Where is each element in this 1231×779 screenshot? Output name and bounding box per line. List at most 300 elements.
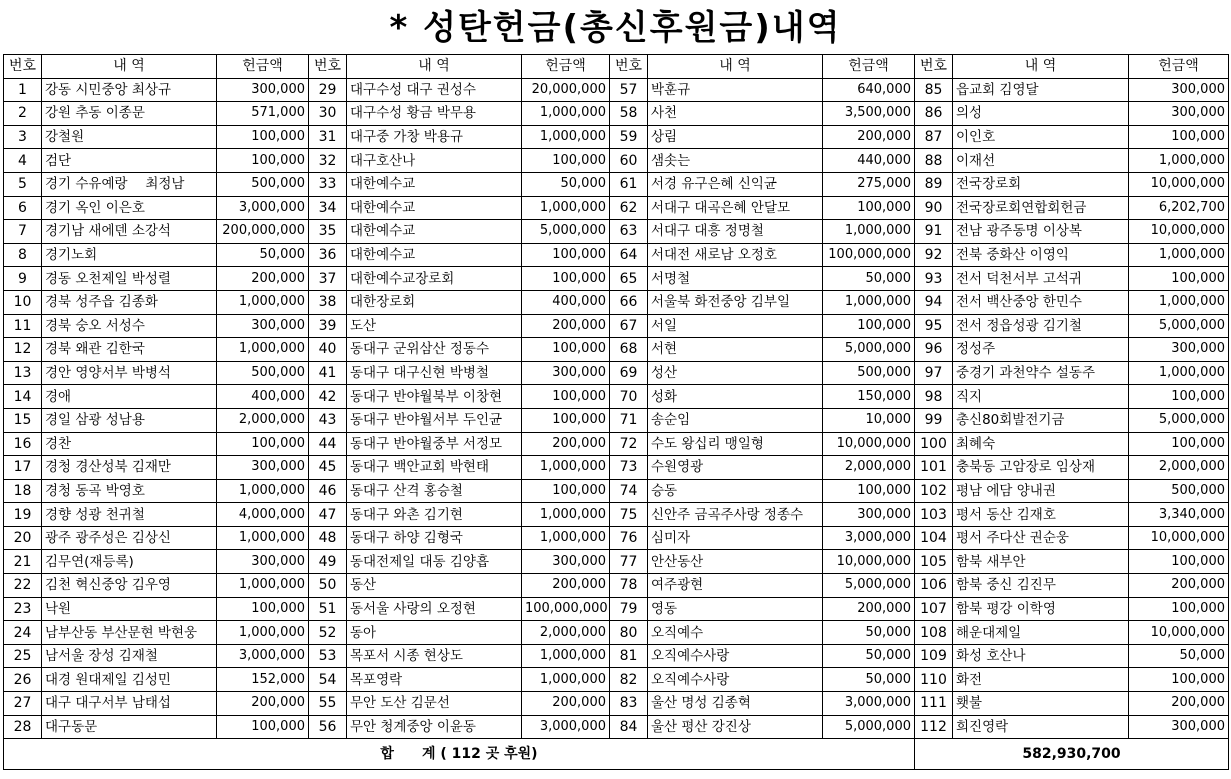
- entry-desc: 대경 원대제일 김성민: [42, 668, 217, 692]
- entry-desc: 샘솟는: [648, 149, 823, 173]
- table-row: [4, 479, 1229, 503]
- entry-amount: 200,000: [217, 692, 309, 716]
- entry-no: 12: [4, 338, 42, 362]
- table-row: [4, 290, 1229, 314]
- header-amount: 헌금액: [217, 55, 309, 79]
- table-row: [4, 692, 1229, 716]
- entry-no: 61: [610, 172, 648, 196]
- entry-desc: 함북 중신 김진무: [953, 574, 1129, 598]
- table-row: [4, 668, 1229, 692]
- entry-amount: 1,000,000: [1129, 361, 1229, 385]
- entry-amount: 50,000: [823, 668, 915, 692]
- entry-no: 4: [4, 149, 42, 173]
- entry-desc: 울산 평산 강진상: [648, 715, 823, 739]
- entry-desc: 화성 호산나: [953, 644, 1129, 668]
- entry-amount: 10,000,000: [823, 432, 915, 456]
- table-row: [4, 432, 1229, 456]
- entry-no: 81: [610, 644, 648, 668]
- entry-amount: 5,000,000: [1129, 314, 1229, 338]
- entry-no: 13: [4, 361, 42, 385]
- entry-amount: 10,000,000: [1129, 526, 1229, 550]
- entry-no: 19: [4, 503, 42, 527]
- entry-amount: 200,000: [217, 267, 309, 291]
- entry-no: 74: [610, 479, 648, 503]
- entry-desc: 강원 추동 이종문: [42, 102, 217, 126]
- entry-desc: 함북 새부안: [953, 550, 1129, 574]
- entry-no: 77: [610, 550, 648, 574]
- entry-desc: 전서 덕천서부 고석귀: [953, 267, 1129, 291]
- entry-no: 92: [915, 243, 953, 267]
- entry-desc: 오직예수: [648, 621, 823, 645]
- entry-no: 62: [610, 196, 648, 220]
- entry-no: 68: [610, 338, 648, 362]
- entry-amount: 440,000: [823, 149, 915, 173]
- entry-desc: 동대구 대구신현 박병철: [347, 361, 522, 385]
- entry-desc: 횃불: [953, 692, 1129, 716]
- entry-desc: 서대구 대곡은혜 안달모: [648, 196, 823, 220]
- header-desc: 내 역: [42, 55, 217, 79]
- table-row: [4, 125, 1229, 149]
- entry-amount: 1,000,000: [522, 102, 610, 126]
- entry-desc: 검단: [42, 149, 217, 173]
- header-amount: 헌금액: [1129, 55, 1229, 79]
- entry-desc: 동대구 하양 김형국: [347, 526, 522, 550]
- table-row: [4, 243, 1229, 267]
- entry-no: 82: [610, 668, 648, 692]
- entry-desc: 수원영광: [648, 456, 823, 480]
- entry-no: 88: [915, 149, 953, 173]
- entry-amount: 10,000,000: [1129, 220, 1229, 244]
- entry-no: 44: [309, 432, 347, 456]
- entry-amount: 50,000: [1129, 644, 1229, 668]
- entry-no: 102: [915, 479, 953, 503]
- entry-desc: 경동 오천제일 박성렬: [42, 267, 217, 291]
- entry-amount: 400,000: [522, 290, 610, 314]
- table-header-row: [4, 55, 1229, 79]
- entry-no: 50: [309, 574, 347, 598]
- entry-desc: 전북 중화산 이영익: [953, 243, 1129, 267]
- entry-no: 32: [309, 149, 347, 173]
- entry-no: 57: [610, 78, 648, 102]
- entry-no: 60: [610, 149, 648, 173]
- entry-amount: 500,000: [823, 361, 915, 385]
- entry-amount: 571,000: [217, 102, 309, 126]
- table-row: [4, 267, 1229, 291]
- entry-no: 111: [915, 692, 953, 716]
- entry-desc: 대구수성 대구 권성수: [347, 78, 522, 102]
- entry-desc: 신안주 금곡주사랑 정종수: [648, 503, 823, 527]
- entry-desc: 안산동산: [648, 550, 823, 574]
- entry-amount: 1,000,000: [1129, 149, 1229, 173]
- entry-no: 55: [309, 692, 347, 716]
- entry-no: 16: [4, 432, 42, 456]
- entry-desc: 동대구 군위삼산 정동수: [347, 338, 522, 362]
- entry-no: 41: [309, 361, 347, 385]
- entry-no: 18: [4, 479, 42, 503]
- entry-desc: 서울북 화전중앙 김부일: [648, 290, 823, 314]
- entry-amount: 100,000: [522, 149, 610, 173]
- donation-table: [3, 54, 1229, 770]
- entry-desc: 전서 정읍성광 김기철: [953, 314, 1129, 338]
- entry-desc: 성산: [648, 361, 823, 385]
- entry-no: 112: [915, 715, 953, 739]
- entry-amount: 10,000,000: [1129, 172, 1229, 196]
- entry-desc: 경안 영양서부 박병석: [42, 361, 217, 385]
- entry-desc: 김무연(재등록): [42, 550, 217, 574]
- entry-desc: 대한예수교: [347, 196, 522, 220]
- entry-no: 29: [309, 78, 347, 102]
- header-desc: 내 역: [347, 55, 522, 79]
- entry-desc: 동대구 와촌 김기현: [347, 503, 522, 527]
- entry-desc: 함북 평강 이학영: [953, 597, 1129, 621]
- entry-no: 39: [309, 314, 347, 338]
- entry-amount: 50,000: [522, 172, 610, 196]
- entry-desc: 승동: [648, 479, 823, 503]
- entry-desc: 평남 에담 양내권: [953, 479, 1129, 503]
- entry-amount: 1,000,000: [522, 503, 610, 527]
- entry-amount: 2,000,000: [1129, 456, 1229, 480]
- entry-no: 28: [4, 715, 42, 739]
- entry-no: 42: [309, 385, 347, 409]
- entry-no: 99: [915, 408, 953, 432]
- entry-no: 90: [915, 196, 953, 220]
- entry-no: 75: [610, 503, 648, 527]
- entry-desc: 사천: [648, 102, 823, 126]
- entry-no: 22: [4, 574, 42, 598]
- entry-no: 63: [610, 220, 648, 244]
- entry-desc: 경북 성주읍 김종화: [42, 290, 217, 314]
- entry-amount: 5,000,000: [823, 338, 915, 362]
- entry-amount: 100,000: [522, 408, 610, 432]
- entry-desc: 상림: [648, 125, 823, 149]
- total-row: [4, 739, 1229, 770]
- entry-no: 17: [4, 456, 42, 480]
- entry-amount: 5,000,000: [823, 715, 915, 739]
- entry-desc: 경향 성광 천귀철: [42, 503, 217, 527]
- entry-no: 8: [4, 243, 42, 267]
- entry-amount: 152,000: [217, 668, 309, 692]
- entry-desc: 직지: [953, 385, 1129, 409]
- table-row: [4, 456, 1229, 480]
- entry-amount: 100,000,000: [823, 243, 915, 267]
- entry-amount: 200,000: [823, 597, 915, 621]
- entry-no: 20: [4, 526, 42, 550]
- table-row: [4, 314, 1229, 338]
- entry-no: 109: [915, 644, 953, 668]
- entry-amount: 200,000: [522, 692, 610, 716]
- entry-amount: 2,000,000: [823, 456, 915, 480]
- entry-desc: 전서 백산중앙 한민수: [953, 290, 1129, 314]
- entry-no: 54: [309, 668, 347, 692]
- entry-no: 73: [610, 456, 648, 480]
- entry-amount: 1,000,000: [217, 526, 309, 550]
- entry-no: 51: [309, 597, 347, 621]
- entry-desc: 낙원: [42, 597, 217, 621]
- entry-desc: 동아: [347, 621, 522, 645]
- header-desc: 내 역: [648, 55, 823, 79]
- entry-no: 93: [915, 267, 953, 291]
- table-row: [4, 196, 1229, 220]
- entry-no: 14: [4, 385, 42, 409]
- entry-desc: 동대구 산격 홍승철: [347, 479, 522, 503]
- entry-desc: 동대전제일 대동 김양흡: [347, 550, 522, 574]
- entry-no: 38: [309, 290, 347, 314]
- entry-amount: 1,000,000: [522, 125, 610, 149]
- entry-amount: 5,000,000: [522, 220, 610, 244]
- table-row: [4, 149, 1229, 173]
- entry-no: 45: [309, 456, 347, 480]
- entry-amount: 4,000,000: [217, 503, 309, 527]
- entry-desc: 서경 유구은혜 신익균: [648, 172, 823, 196]
- entry-no: 10: [4, 290, 42, 314]
- entry-desc: 박훈규: [648, 78, 823, 102]
- entry-no: 110: [915, 668, 953, 692]
- table-row: [4, 715, 1229, 739]
- entry-amount: 1,000,000: [1129, 290, 1229, 314]
- entry-amount: 1,000,000: [217, 574, 309, 598]
- entry-no: 89: [915, 172, 953, 196]
- entry-desc: 화전: [953, 668, 1129, 692]
- entry-no: 23: [4, 597, 42, 621]
- entry-no: 21: [4, 550, 42, 574]
- entry-no: 65: [610, 267, 648, 291]
- entry-desc: 목포서 시종 현상도: [347, 644, 522, 668]
- entry-desc: 동서울 사랑의 오정현: [347, 597, 522, 621]
- entry-amount: 100,000: [1129, 385, 1229, 409]
- table-row: [4, 172, 1229, 196]
- entry-no: 98: [915, 385, 953, 409]
- entry-no: 97: [915, 361, 953, 385]
- total-label: 합 계 ( 112 곳 후원): [4, 739, 915, 770]
- entry-amount: 200,000: [522, 314, 610, 338]
- entry-amount: 100,000: [1129, 597, 1229, 621]
- entry-amount: 200,000: [522, 432, 610, 456]
- entry-amount: 300,000: [217, 456, 309, 480]
- entry-amount: 200,000: [1129, 692, 1229, 716]
- entry-no: 24: [4, 621, 42, 645]
- entry-amount: 500,000: [217, 361, 309, 385]
- entry-amount: 640,000: [823, 78, 915, 102]
- entry-no: 40: [309, 338, 347, 362]
- entry-amount: 6,202,700: [1129, 196, 1229, 220]
- entry-amount: 500,000: [1129, 479, 1229, 503]
- entry-amount: 5,000,000: [823, 574, 915, 598]
- entry-no: 7: [4, 220, 42, 244]
- entry-no: 85: [915, 78, 953, 102]
- table-row: [4, 644, 1229, 668]
- entry-desc: 울산 명성 김종혁: [648, 692, 823, 716]
- entry-desc: 성화: [648, 385, 823, 409]
- entry-no: 59: [610, 125, 648, 149]
- entry-desc: 읍교회 김영달: [953, 78, 1129, 102]
- entry-desc: 경일 삼광 성남용: [42, 408, 217, 432]
- entry-amount: 200,000: [823, 125, 915, 149]
- entry-amount: 300,000: [1129, 338, 1229, 362]
- entry-amount: 400,000: [217, 385, 309, 409]
- entry-amount: 200,000: [1129, 574, 1229, 598]
- entry-no: 25: [4, 644, 42, 668]
- entry-desc: 대구호산나: [347, 149, 522, 173]
- entry-amount: 1,000,000: [1129, 243, 1229, 267]
- entry-amount: 1,000,000: [522, 196, 610, 220]
- entry-no: 1: [4, 78, 42, 102]
- entry-amount: 1,000,000: [217, 621, 309, 645]
- entry-amount: 50,000: [823, 267, 915, 291]
- entry-amount: 300,000: [217, 314, 309, 338]
- entry-desc: 영동: [648, 597, 823, 621]
- entry-no: 71: [610, 408, 648, 432]
- entry-desc: 남부산동 부산문현 박현웅: [42, 621, 217, 645]
- entry-amount: 10,000,000: [823, 550, 915, 574]
- entry-amount: 100,000: [217, 432, 309, 456]
- table-row: [4, 220, 1229, 244]
- entry-amount: 100,000: [217, 597, 309, 621]
- entry-no: 52: [309, 621, 347, 645]
- table-row: [4, 361, 1229, 385]
- entry-desc: 경기 수유예랑 최정남: [42, 172, 217, 196]
- entry-desc: 희진영락: [953, 715, 1129, 739]
- entry-no: 49: [309, 550, 347, 574]
- entry-desc: 경기노회: [42, 243, 217, 267]
- entry-no: 69: [610, 361, 648, 385]
- entry-amount: 2,000,000: [522, 621, 610, 645]
- entry-desc: 대한예수교: [347, 243, 522, 267]
- entry-amount: 3,000,000: [823, 692, 915, 716]
- entry-desc: 경기남 새에덴 소강석: [42, 220, 217, 244]
- entry-amount: 20,000,000: [522, 78, 610, 102]
- entry-no: 33: [309, 172, 347, 196]
- table-row: [4, 338, 1229, 362]
- entry-amount: 100,000: [522, 267, 610, 291]
- header-no: 번호: [610, 55, 648, 79]
- entry-amount: 100,000: [1129, 125, 1229, 149]
- entry-amount: 1,000,000: [823, 290, 915, 314]
- entry-desc: 총신80회발전기금: [953, 408, 1129, 432]
- entry-no: 64: [610, 243, 648, 267]
- entry-no: 48: [309, 526, 347, 550]
- entry-no: 76: [610, 526, 648, 550]
- entry-amount: 500,000: [217, 172, 309, 196]
- table-row: [4, 526, 1229, 550]
- entry-amount: 1,000,000: [217, 290, 309, 314]
- entry-amount: 100,000: [217, 149, 309, 173]
- entry-desc: 오직예수사랑: [648, 644, 823, 668]
- entry-no: 37: [309, 267, 347, 291]
- entry-no: 26: [4, 668, 42, 692]
- entry-desc: 동대구 백안교회 박현태: [347, 456, 522, 480]
- table-row: [4, 78, 1229, 102]
- entry-no: 91: [915, 220, 953, 244]
- entry-desc: 대한예수교장로회: [347, 267, 522, 291]
- entry-amount: 300,000: [1129, 715, 1229, 739]
- entry-amount: 300,000: [522, 550, 610, 574]
- entry-desc: 동대구 반야월북부 이창현: [347, 385, 522, 409]
- entry-amount: 100,000: [522, 338, 610, 362]
- entry-no: 3: [4, 125, 42, 149]
- entry-amount: 50,000: [217, 243, 309, 267]
- entry-no: 96: [915, 338, 953, 362]
- entry-desc: 대구 대구서부 남태섭: [42, 692, 217, 716]
- entry-amount: 300,000: [522, 361, 610, 385]
- entry-no: 58: [610, 102, 648, 126]
- entry-amount: 3,340,000: [1129, 503, 1229, 527]
- entry-amount: 1,000,000: [522, 668, 610, 692]
- entry-amount: 300,000: [1129, 78, 1229, 102]
- entry-desc: 광주 광주성은 김상신: [42, 526, 217, 550]
- entry-no: 53: [309, 644, 347, 668]
- entry-amount: 3,000,000: [823, 526, 915, 550]
- entry-no: 31: [309, 125, 347, 149]
- entry-desc: 경북 숭오 서성수: [42, 314, 217, 338]
- total-amount: 582,930,700: [915, 739, 1229, 770]
- entry-amount: 3,000,000: [217, 644, 309, 668]
- entry-amount: 1,000,000: [217, 338, 309, 362]
- entry-no: 47: [309, 503, 347, 527]
- entry-desc: 서일: [648, 314, 823, 338]
- entry-desc: 동대구 반야월중부 서정모: [347, 432, 522, 456]
- entry-desc: 최혜숙: [953, 432, 1129, 456]
- entry-desc: 의성: [953, 102, 1129, 126]
- entry-no: 79: [610, 597, 648, 621]
- entry-no: 30: [309, 102, 347, 126]
- entry-amount: 100,000: [1129, 432, 1229, 456]
- entry-amount: 1,000,000: [522, 644, 610, 668]
- entry-desc: 오직예수사랑: [648, 668, 823, 692]
- entry-desc: 경청 경산성북 김재만: [42, 456, 217, 480]
- entry-amount: 300,000: [217, 78, 309, 102]
- entry-no: 56: [309, 715, 347, 739]
- entry-no: 105: [915, 550, 953, 574]
- entry-no: 70: [610, 385, 648, 409]
- header-no: 번호: [915, 55, 953, 79]
- entry-amount: 50,000: [823, 621, 915, 645]
- entry-no: 107: [915, 597, 953, 621]
- entry-amount: 100,000: [522, 479, 610, 503]
- entry-desc: 강동 시민중앙 최상규: [42, 78, 217, 102]
- entry-no: 2: [4, 102, 42, 126]
- page-title: * 성탄헌금(총신후원금)내역: [389, 8, 842, 48]
- entry-desc: 수도 왕십리 맹일형: [648, 432, 823, 456]
- entry-amount: 200,000,000: [217, 220, 309, 244]
- entry-desc: 경기 옥인 이은호: [42, 196, 217, 220]
- table-row: [4, 621, 1229, 645]
- entry-desc: 대한장로회: [347, 290, 522, 314]
- entry-desc: 서대구 대흥 정명철: [648, 220, 823, 244]
- entry-no: 103: [915, 503, 953, 527]
- entry-no: 78: [610, 574, 648, 598]
- entry-no: 83: [610, 692, 648, 716]
- entry-desc: 강철원: [42, 125, 217, 149]
- entry-no: 34: [309, 196, 347, 220]
- entry-no: 106: [915, 574, 953, 598]
- entry-amount: 300,000: [217, 550, 309, 574]
- entry-no: 86: [915, 102, 953, 126]
- entry-desc: 송순임: [648, 408, 823, 432]
- entry-amount: 100,000: [522, 243, 610, 267]
- entry-no: 101: [915, 456, 953, 480]
- entry-no: 35: [309, 220, 347, 244]
- entry-amount: 150,000: [823, 385, 915, 409]
- entry-amount: 100,000: [1129, 668, 1229, 692]
- entry-desc: 정성주: [953, 338, 1129, 362]
- entry-desc: 동산: [347, 574, 522, 598]
- entry-desc: 여주광현: [648, 574, 823, 598]
- entry-desc: 대구수성 황금 박무용: [347, 102, 522, 126]
- entry-no: 100: [915, 432, 953, 456]
- entry-no: 43: [309, 408, 347, 432]
- header-amount: 헌금액: [823, 55, 915, 79]
- entry-desc: 무안 도산 김문선: [347, 692, 522, 716]
